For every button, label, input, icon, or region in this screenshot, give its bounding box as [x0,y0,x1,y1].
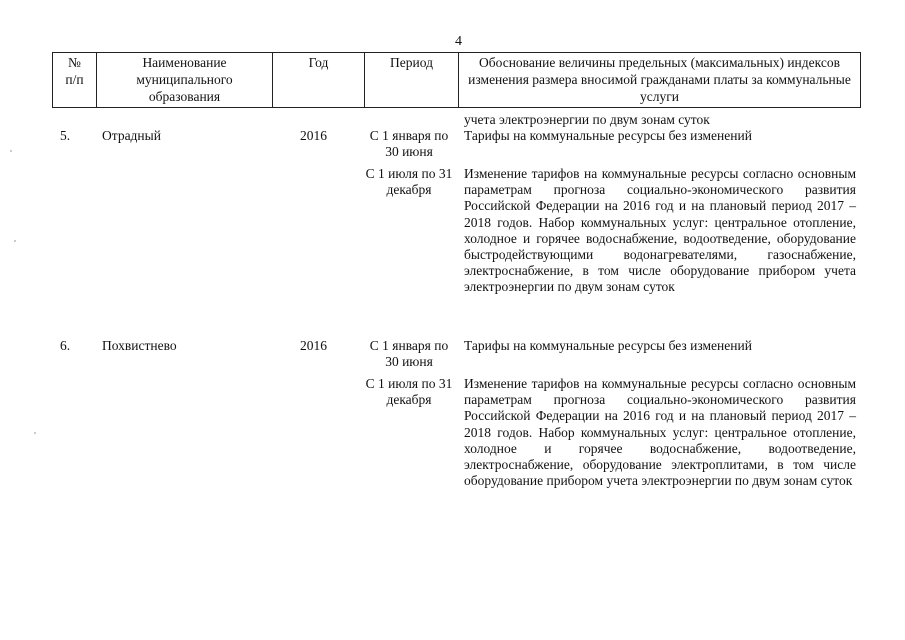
row-year: 2016 [300,128,327,143]
row-year: 2016 [300,338,327,353]
carry-over-text: учета электроэнергии по двум зонам суток [464,112,710,127]
page-number: 4 [455,34,462,49]
table-header [52,52,861,108]
header-justification: Обоснование величины предельных (максимальных) индексов изменения размера вносимой гражданами платы за коммунальные услуги [459,53,861,108]
municipality-name: Отрадный [102,128,161,143]
scan-speck [10,150,12,152]
row-number: 5. [60,128,71,143]
period-second-half: С 1 июля по 31 декабря [365,376,453,408]
header-year: Год [273,53,365,108]
period-first-half: С 1 января по 30 июня [369,338,449,370]
justification-change: Изменение тарифов на коммунальные ресурсы согласно основным параметрам прогноза социально-экономического развития Российской Федерации на 2016 год и на плановый период 2017 – 2018 годов. Набор коммунальных услуг: центральное отопление, холодное и горячее водоснабжение, водоотведение, оборудование быстродействующими водонагревателями, газоснабжение, электроснабжение, в том числе оборудование прибором учета электроэнергии по двум зонам суток [464,166,856,295]
header-number: № п/п [53,53,97,108]
scan-speck [14,240,16,242]
row-number: 6. [60,338,71,353]
justification-unchanged: Тарифы на коммунальные ресурсы без изменений [464,338,752,353]
scan-speck [34,432,36,434]
period-first-half: С 1 января по 30 июня [369,128,449,160]
period-second-half: С 1 июля по 31 декабря [365,166,453,198]
justification-change: Изменение тарифов на коммунальные ресурсы согласно основным параметрам прогноза социально-экономического развития Российской Федерации на 2016 год и на плановый период 2017 – 2018 годов. Набор коммунальных услуг: центральное отопление, холодное и горячее водоснабжение, водоотведение, электроснабжение, оборудование электроплитами, в том числе оборудование прибором учета электроэнергии по двум зонам суток [464,376,856,489]
header-period: Период [365,53,459,108]
municipality-name: Похвистнево [102,338,177,353]
justification-unchanged: Тарифы на коммунальные ресурсы без изменений [464,128,752,143]
header-municipality: Наименование муниципального образования [97,53,273,108]
